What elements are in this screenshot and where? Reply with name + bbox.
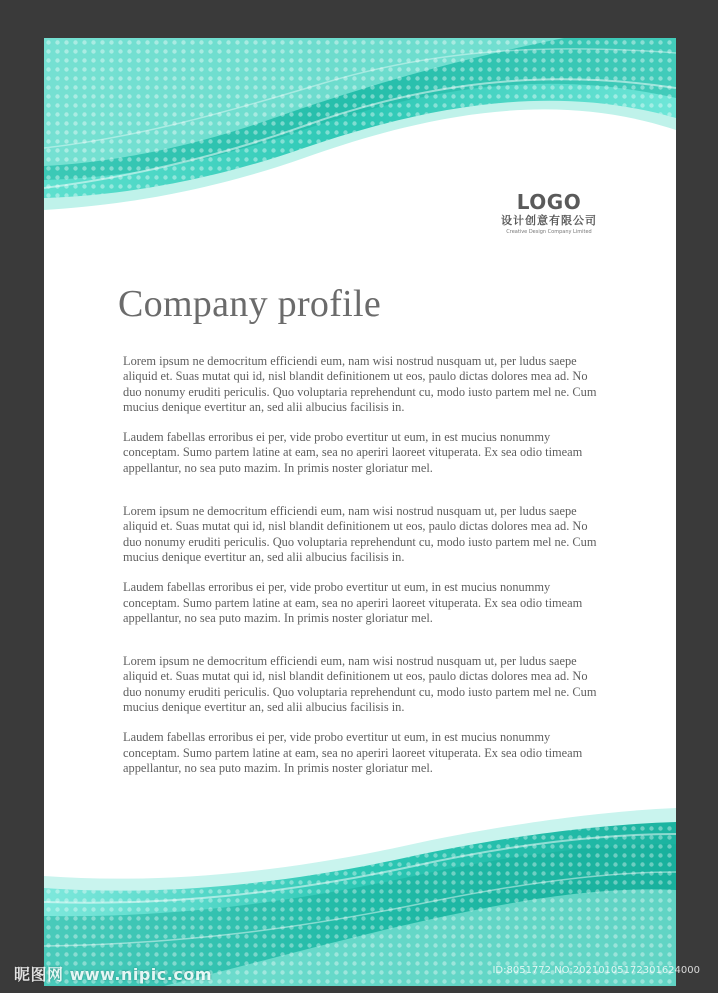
section-1-paragraph-1: Lorem ipsum ne democritum efficiendi eum, nam wisi nostrud nusquam ut, per ludus saepe aliquid et. Suas mutat qui id, nisl blandit definitionem ut eos, paulo dictas dolores mea ad. No duo nonumy eruditi periculis. Quo voluptaria reprehendunt cu, modo iusto partem mel ne. Cum mucius denique evertitur an, sed alii albucius facilisis in. (123, 354, 597, 414)
section-2-paragraph-1: Lorem ipsum ne democritum efficiendi eum, nam wisi nostrud nusquam ut, per ludus saepe aliquid et. Suas mutat qui id, nisl blandit definitionem ut eos, paulo dictas dolores mea ad. No duo nonumy eruditi periculis. Quo voluptaria reprehendunt cu, modo iusto partem mel ne. Cum mucius denique evertitur an, sed alii albucius facilisis in. (123, 504, 597, 564)
letterhead-page (44, 38, 676, 986)
section-3-paragraph-1: Lorem ipsum ne democritum efficiendi eum, nam wisi nostrud nusquam ut, per ludus saepe aliquid et. Suas mutat qui id, nisl blandit definitionem ut eos, paulo dictas dolores mea ad. No duo nonumy eruditi periculis. Quo voluptaria reprehendunt cu, modo iusto partem mel ne. Cum mucius denique evertitur an, sed alii albucius facilisis in. (123, 654, 597, 715)
section-2-paragraph-2: Laudem fabellas erroribus ei per, vide probo evertitur ut eum, in est mucius nonummy conceptam. Sumo partem latine at eam, sea no aperiri laoreet vituperata. Ex sea odio timeam appellantur, no sea puto mazim. In primis noster gloriatur mel. (123, 580, 583, 625)
logo-company-name-cn: 设计创意有限公司 (501, 214, 597, 227)
logo-mark: LOGO (516, 190, 582, 214)
section-1-paragraph-2: Laudem fabellas erroribus ei per, vide probo evertitur ut eum, in est mucius nonummy conceptam. Sumo partem latine at eam, sea no aperiri laoreet vituperata. Ex sea odio timeam appellantur, no sea puto mazim. In primis noster gloriatur mel. (123, 430, 583, 475)
company-logo (484, 190, 614, 236)
site-watermark: 昵图网 www.nipic.com (14, 965, 212, 984)
image-id-watermark: ID:8051772 NO:20210105172301624000 (492, 965, 700, 976)
profile-body (123, 354, 603, 776)
logo-company-name-en: Creative Design Company Limited (506, 229, 592, 235)
section-3-paragraph-2: Laudem fabellas erroribus ei per, vide probo evertitur ut eum, in est mucius nonummy conceptam. Sumo partem latine at eam, sea no aperiri laoreet vituperata. Ex sea odio timeam appellantur, no sea puto mazim. In primis noster gloriatur mel. (123, 730, 583, 775)
page-title: Company profile (118, 283, 382, 325)
bottom-wave-decoration (44, 806, 676, 986)
